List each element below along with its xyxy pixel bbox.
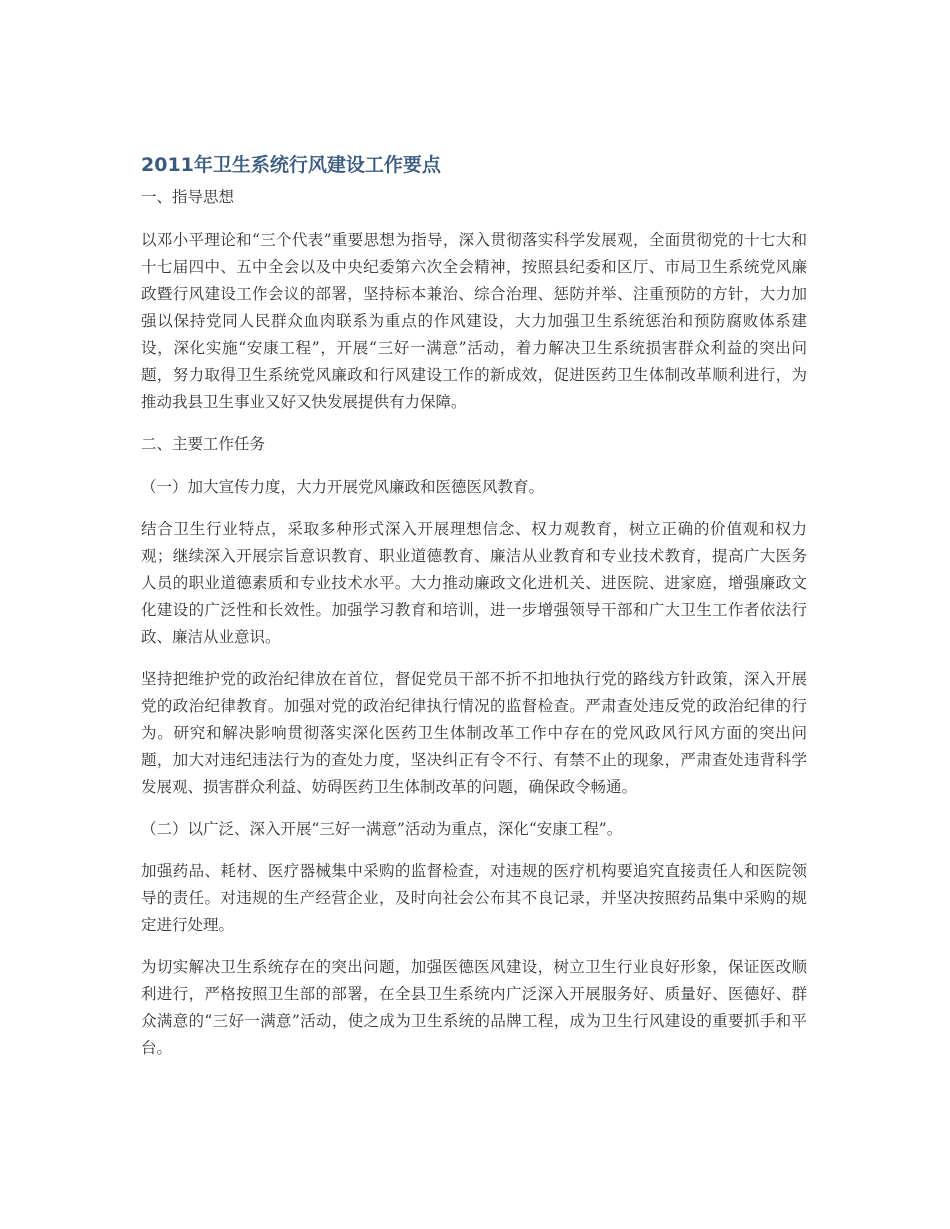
- paragraph-guiding-ideology: 以邓小平理论和“三个代表”重要思想为指导，深入贯彻落实科学发展观，全面贯彻党的十七大和十七届四中、五中全会以及中央纪委第六次全会精神，按照县纪委和区厅、市局卫生系统党风廉政暨行风建设工作会议的部署，坚持标本兼治、综合治理、惩防并举、注重预防的方针，大力加强以保持党同人民群众血肉联系为重点的作风建设，大力加强卫生系统惩治和预防腐败体系建设，深化实施“安康工程”，开展“三好一满意”活动，着力解决卫生系统损害群众利益的突出问题，努力取得卫生系统党风廉政和行风建设工作的新成效，促进医药卫生体制改革顺利进行，为推动我县卫生事业又好又快发展提供有力保障。: [141, 231, 807, 411]
- page-title: 2011年卫生系统行风建设工作要点: [141, 154, 441, 176]
- section-heading-main-tasks: 二、主要工作任务: [141, 435, 266, 453]
- subsection-heading-1: （一）加大宣传力度，大力开展党风廉政和医德医风教育。: [141, 478, 545, 496]
- subsection-heading-2: （二）以广泛、深入开展“三好一满意”活动为重点，深化“安康工程”。: [141, 820, 623, 838]
- paragraph-subsection-1-b: 坚持把维护党的政治纪律放在首位，督促党员干部不折不扣地执行党的路线方针政策，深入开展党的政治纪律教育。加强对党的政治纪律执行情况的监督检查。严肃查处违反党的政治纪律的行为。研究和解决影响贯彻落实深化医药卫生体制改革工作中存在的党风政风行风方面的突出问题，加大对违纪违法行为的查处力度，坚决纠正有令不行、有禁不止的现象，严肃查处违背科学发展观、损害群众利益、妨碍医药卫生体制改革的问题，确保政令畅通。: [141, 670, 807, 796]
- section-heading-guiding-ideology: 一、指导思想: [141, 188, 235, 206]
- paragraph-subsection-2-b: 为切实解决卫生系统存在的突出问题，加强医德医风建设，树立卫生行业良好形象，保证医改顺利进行，严格按照卫生部的部署，在全县卫生系统内广泛深入开展服务好、质量好、医德好、群众满意的“三好一满意”活动，使之成为卫生系统的品牌工程，成为卫生行风建设的重要抓手和平台。: [141, 958, 807, 1057]
- document-page: [141, 152, 807, 1077]
- paragraph-subsection-1-a: 结合卫生行业特点，采取多种形式深入开展理想信念、权力观教育，树立正确的价值观和权力观；继续深入开展宗旨意识教育、职业道德教育、廉洁从业教育和专业技术教育，提高广大医务人员的职业道德素质和专业技术水平。大力推动廉政文化进机关、进医院、进家庭，增强廉政文化建设的广泛性和长效性。加强学习教育和培训，进一步增强领导干部和广大卫生工作者依法行政、廉洁从业意识。: [141, 520, 807, 646]
- paragraph-subsection-2-a: 加强药品、耗材、医疗器械集中采购的监督检查，对违规的医疗机构要追究直接责任人和医院领导的责任。对违规的生产经营企业，及时向社会公布其不良记录，并坚决按照药品集中采购的规定进行处理。: [141, 862, 807, 934]
